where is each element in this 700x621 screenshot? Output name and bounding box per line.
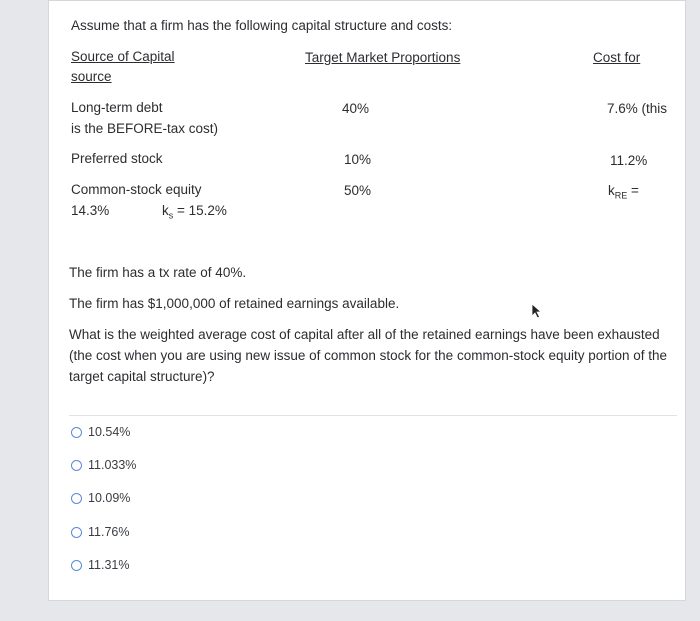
answer-option-5[interactable] (71, 557, 129, 573)
header-target: Target Market Proportions (305, 50, 461, 65)
header-source: Source of Capital (71, 49, 175, 64)
row-preferred-cost: 11.2% (610, 153, 648, 168)
option-label: 10.54% (88, 425, 131, 439)
header-source-line2: source (71, 69, 112, 84)
row-common-proportion: 50% (344, 183, 372, 198)
question-prompt: What is the weighted average cost of capital after all of the retained earnings have been exhausted (the cost when you are using new issue of common stock for the common-stock equity portion of the target capital structure)? (69, 327, 668, 384)
answer-option-2[interactable] (71, 457, 136, 473)
row-preferred-name: Preferred stock (71, 151, 163, 166)
question-card (48, 0, 686, 601)
row-preferred-proportion: 10% (344, 152, 372, 167)
row-debt-note: is the BEFORE-tax cost) (71, 121, 219, 136)
option-label: 11.76% (88, 525, 130, 539)
radio-button[interactable] (71, 493, 82, 504)
radio-button[interactable] (71, 527, 82, 538)
answer-option-1[interactable] (71, 424, 130, 440)
option-label: 11.31% (88, 558, 130, 572)
row-common-name: Common-stock equity (71, 182, 202, 197)
header-cost: Cost for (593, 50, 641, 65)
radio-button[interactable] (71, 427, 82, 438)
row-common-ks: $k_s = 15.2\%$ (162, 203, 227, 221)
option-label: 11.033% (88, 458, 137, 472)
answer-option-3[interactable] (71, 490, 130, 506)
tax-rate-text: The firm has a tx rate of 40%. (69, 265, 247, 280)
option-label: 10.09% (88, 491, 131, 505)
retained-earnings-text: The firm has $1,000,000 of retained earnings available. (69, 296, 400, 311)
row-common-value: 14.3% (71, 203, 110, 218)
row-debt-proportion: 40% (342, 101, 370, 116)
mouse-pointer-icon (531, 303, 543, 319)
row-debt-cost: 7.6% (this (607, 101, 668, 116)
options-divider (69, 415, 677, 416)
row-debt-name: Long-term debt (71, 100, 163, 115)
answer-option-4[interactable] (71, 524, 129, 540)
row-common-cost-kre: $k_{RE}$ = (608, 183, 639, 201)
radio-button[interactable] (71, 560, 82, 571)
intro-text: Assume that a firm has the following capital structure and costs: (71, 18, 453, 33)
radio-button[interactable] (71, 460, 82, 471)
